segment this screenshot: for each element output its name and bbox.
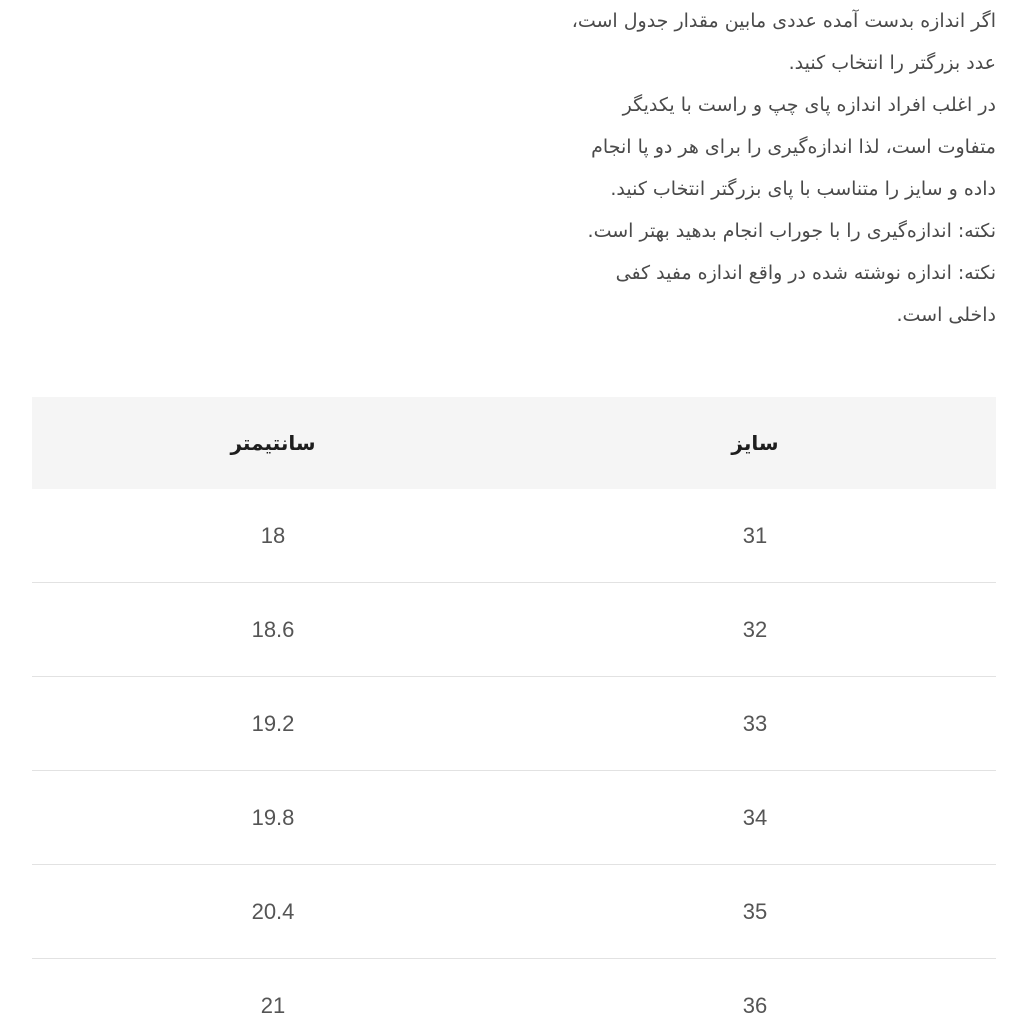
centimeter-cell: 18 xyxy=(32,489,514,583)
table-row xyxy=(32,583,996,677)
note-line: متفاوت است، لذا اندازه‌گیری را برای هر دو پا انجام xyxy=(591,136,996,158)
size-cell: 32 xyxy=(514,583,996,677)
note-line: داده و سایز را متناسب با پای بزرگتر انتخاب کنید. xyxy=(610,178,996,200)
centimeter-cell: 21 xyxy=(260,992,286,1018)
centimeter-cell: 20.4 xyxy=(32,865,514,959)
table-body xyxy=(32,489,996,1024)
table-row xyxy=(32,677,996,771)
size-cell: 36 xyxy=(742,992,768,1018)
note-line: اگر اندازه بدست آمده عددی مابین مقدار جدول است، xyxy=(571,10,996,32)
size-cell: 33 xyxy=(514,677,996,771)
note-line: در اغلب افراد اندازه پای چپ و راست با یکدیگر xyxy=(622,94,996,116)
size-cell: 35 xyxy=(514,865,996,959)
size-chart-table xyxy=(32,397,996,1024)
centimeter-cell: 19.2 xyxy=(32,677,514,771)
note-line: نکته: اندازه نوشته شده در واقع اندازه مفید کفی xyxy=(615,262,996,284)
column-header-centimeter: سانتیمتر xyxy=(230,431,316,455)
note-line: داخلی است. xyxy=(896,304,996,326)
note-line: عدد بزرگتر را انتخاب کنید. xyxy=(788,52,996,74)
size-guide-notes xyxy=(536,0,996,336)
centimeter-cell: 19.8 xyxy=(32,771,514,865)
centimeter-cell: 18.6 xyxy=(32,583,514,677)
table-row xyxy=(32,865,996,959)
size-cell: 31 xyxy=(514,489,996,583)
table-row xyxy=(32,489,996,583)
table-row xyxy=(32,959,996,1024)
note-line: نکته: اندازه‌گیری را با جوراب انجام بدهید بهتر است. xyxy=(587,220,996,242)
table-row xyxy=(32,771,996,865)
size-cell: 34 xyxy=(514,771,996,865)
table-header xyxy=(32,397,996,489)
column-header-size: سایز xyxy=(731,431,779,455)
table-header-row xyxy=(32,397,996,489)
